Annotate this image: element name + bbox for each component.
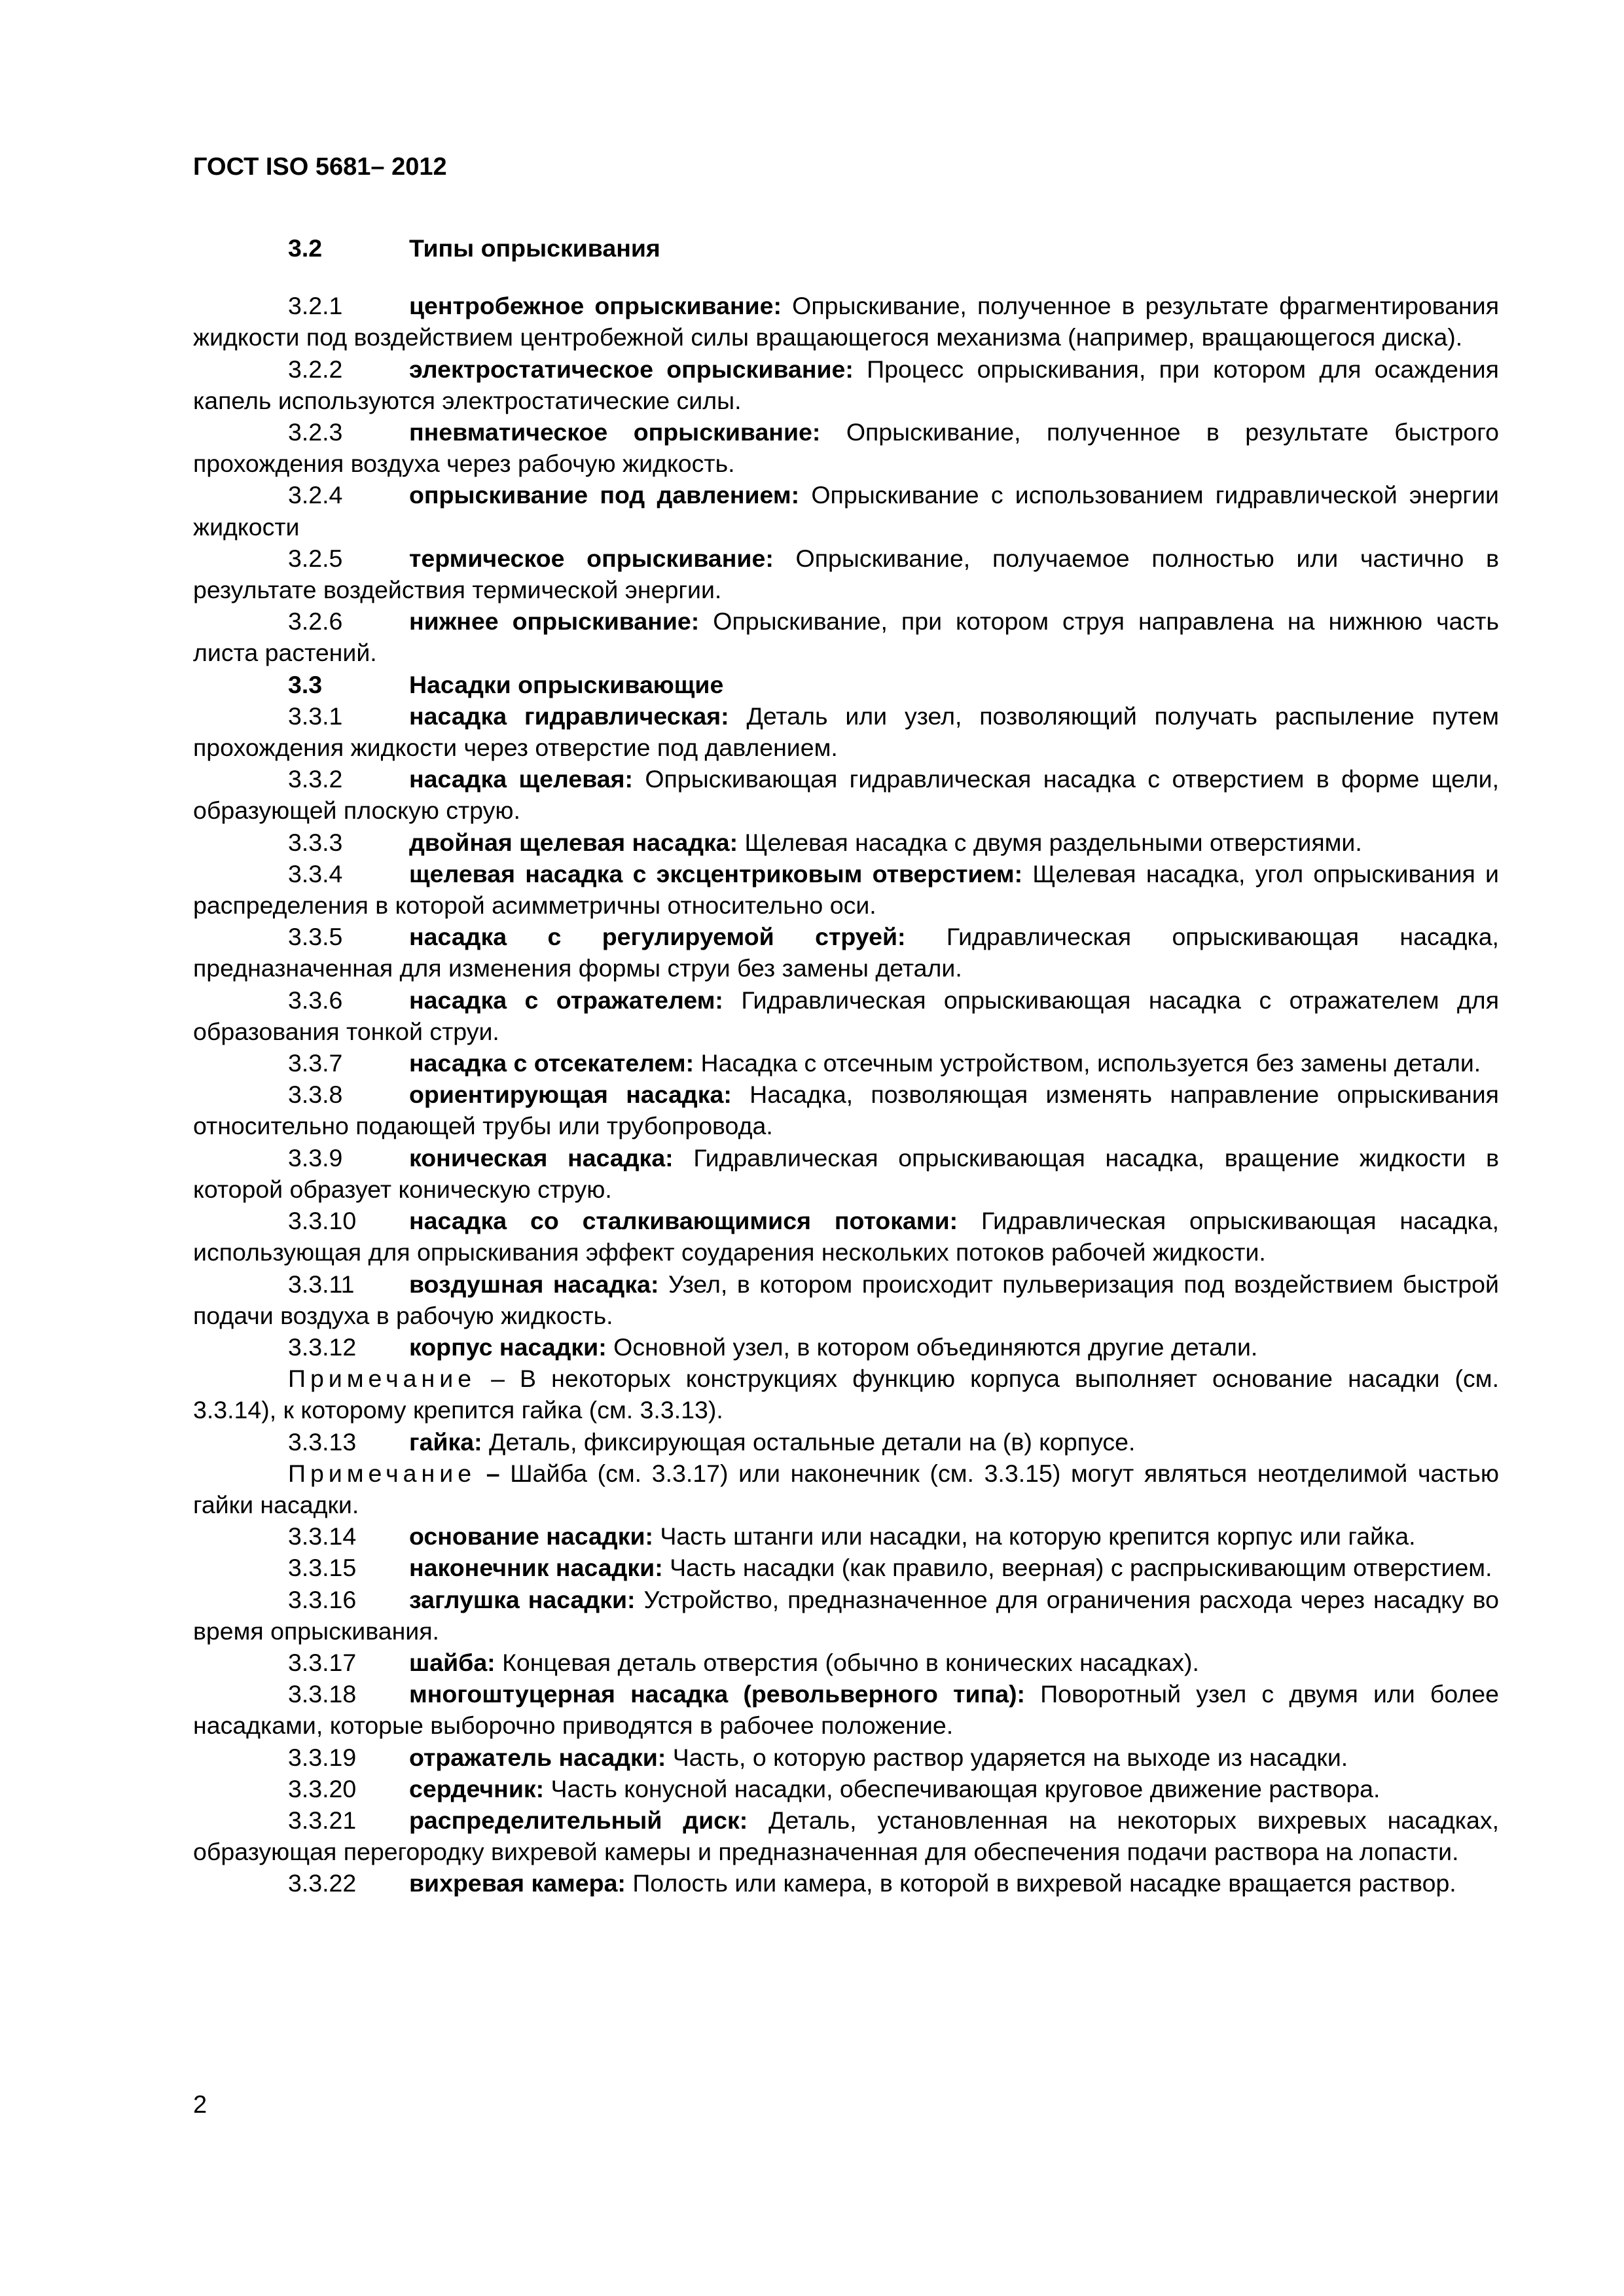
- definition-text: Гидравлическая опрыскивающая насадка, вращение жидкости в которой образует коническую струю.: [193, 1143, 1499, 1203]
- term: насадка с регулируемой струей:: [409, 923, 906, 951]
- section-heading-3-2: [193, 232, 1499, 264]
- definition-3-3-20: [193, 1773, 1499, 1804]
- definition-3-3-4: [193, 858, 1499, 921]
- term: пневматическое опрыскивание:: [409, 418, 821, 446]
- clause-number: 3.3.11: [288, 1270, 355, 1298]
- term: коническая насадка:: [409, 1143, 674, 1172]
- definition-text: Узел, в котором происходит пульверизация под воздействием быстрой подачи воздуха в рабочую жидкость.: [193, 1270, 1499, 1329]
- clause-number: 3.3.21: [288, 1806, 357, 1834]
- note-label: Примечание: [288, 1459, 477, 1487]
- definition-3-2-1: [193, 290, 1499, 353]
- clause-number: 3.3.19: [288, 1743, 357, 1771]
- term: электростатическое опрыскивание:: [409, 355, 854, 383]
- clause-number: 3.3.9: [288, 1143, 343, 1172]
- definition-text: Насадка, позволяющая изменять направление опрыскивания относительно подающей трубы или трубопровода.: [193, 1081, 1499, 1140]
- clause-number: 3.2.6: [288, 607, 343, 636]
- term: двойная щелевая насадка:: [409, 828, 738, 856]
- definition-text: Гидравлическая опрыскивающая насадка, предназначенная для изменения формы струи без замены детали.: [193, 923, 1499, 982]
- definition-text: Опрыскивающая гидравлическая насадка с отверстием в форме щели, образующей плоскую струю.: [193, 765, 1500, 825]
- definition-3-3-11: [193, 1268, 1499, 1331]
- definition-text: Устройство, предназначенное для ограничения расхода через насадку во время опрыскивания.: [193, 1585, 1499, 1645]
- definition-3-3-6: [193, 984, 1499, 1047]
- clause-number: 3.3.6: [288, 986, 343, 1014]
- definition-3-2-4: [193, 479, 1499, 542]
- section-heading-3-3: [193, 669, 1499, 700]
- term: гайка:: [409, 1427, 482, 1456]
- clause-number: 3.3.20: [288, 1774, 357, 1803]
- term: отражатель насадки:: [409, 1743, 666, 1771]
- term: щелевая насадка с эксцентриковым отверстием:: [409, 859, 1023, 888]
- clause-number: 3.3.8: [288, 1081, 343, 1109]
- definition-3-3-13: [193, 1426, 1499, 1458]
- clause-number: 3.3.13: [288, 1427, 357, 1456]
- definition-text: Опрыскивание, при котором струя направлена на нижнюю часть листа растений.: [193, 607, 1499, 667]
- definition-3-3-21: [193, 1804, 1499, 1867]
- clause-number: 3.3.2: [288, 765, 343, 793]
- page-number: 2: [193, 2091, 208, 2119]
- clause-number: 3.3.5: [288, 923, 343, 951]
- definition-3-3-19: [193, 1742, 1499, 1773]
- definition-text: Деталь, установленная на некоторых вихревых насадках, образующая перегородку вихревой камеры и предназначенная для обеспечения подачи раствора на лопасти.: [193, 1806, 1499, 1866]
- section-title: Насадки опрыскивающие: [409, 670, 724, 698]
- clause-number: 3.3.3: [288, 828, 343, 856]
- definition-3-3-1: [193, 700, 1499, 763]
- note-text: – В некоторых конструкциях функцию корпуса выполняет основание насадки (см. 3.3.14), к которому крепится гайка (см. 3.3.13).: [193, 1365, 1499, 1424]
- term: корпус насадки:: [409, 1333, 607, 1361]
- clause-number: 3.3.12: [288, 1333, 357, 1361]
- clause-number: 3.2.1: [288, 292, 343, 320]
- term: термическое опрыскивание:: [409, 544, 774, 572]
- clause-number: 3.3.1: [288, 702, 343, 730]
- term: многоштуцерная насадка (револьверного типа):: [409, 1680, 1026, 1708]
- clause-number: 3.3.16: [288, 1585, 357, 1613]
- term: насадка с отсекателем:: [409, 1049, 695, 1077]
- definition-text: Концевая деталь отверстия (обычно в конических насадках).: [495, 1648, 1199, 1676]
- section-number: 3.3: [288, 670, 323, 698]
- term: сердечник:: [409, 1774, 545, 1803]
- term: распределительный диск:: [409, 1806, 748, 1834]
- definition-3-3-10: [193, 1205, 1499, 1268]
- clause-number: 3.2.5: [288, 544, 343, 572]
- section-number: 3.2: [288, 234, 323, 262]
- term: насадка с отражателем:: [409, 986, 723, 1014]
- definition-text: Процесс опрыскивания, при котором для осаждения капель используются электростатические силы.: [193, 355, 1499, 414]
- term: наконечник насадки:: [409, 1554, 663, 1582]
- definition-3-2-5: [193, 543, 1499, 605]
- definition-text: Щелевая насадка, угол опрыскивания и распределения в которой асимметричны относительно оси.: [193, 859, 1499, 920]
- note-2: [193, 1458, 1499, 1520]
- definition-3-3-2: [193, 763, 1499, 826]
- definition-text: Деталь или узел, позволяющий получать распыление путем прохождения жидкости через отверстие под давлением.: [193, 702, 1499, 762]
- definition-text: Поворотный узел с двумя или более насадками, которые выборочно приводятся в рабочее положение.: [193, 1680, 1499, 1740]
- note-label: Примечание: [288, 1365, 477, 1393]
- definition-text: Щелевая насадка с двумя раздельными отверстиями.: [738, 828, 1362, 856]
- definition-text: Основной узел, в котором объединяются другие детали.: [606, 1333, 1258, 1361]
- term: основание насадки:: [409, 1522, 654, 1551]
- clause-number: 3.3.10: [288, 1207, 357, 1235]
- term: ориентирующая насадка:: [409, 1081, 732, 1109]
- definition-3-3-7: [193, 1047, 1499, 1079]
- definition-text: Часть насадки (как правило, веерная) с распрыскивающим отверстием.: [662, 1554, 1492, 1582]
- clause-number: 3.3.22: [288, 1869, 357, 1897]
- definition-text: Насадка с отсечным устройством, используется без замены детали.: [694, 1049, 1481, 1077]
- definition-text: Гидравлическая опрыскивающая насадка с отражателем для образования тонкой струи.: [193, 986, 1499, 1045]
- definition-text: Опрыскивание с использованием гидравлической энергии жидкости: [193, 481, 1499, 541]
- definition-text: Часть, о которую раствор ударяется на выходе из насадки.: [666, 1743, 1348, 1771]
- definition-3-2-3: [193, 416, 1499, 479]
- definition-3-3-15: [193, 1552, 1499, 1583]
- definition-3-3-22: [193, 1867, 1499, 1899]
- definition-3-3-9: [193, 1142, 1499, 1205]
- definition-text: Опрыскивание, полученное в результате фрагментирования жидкости под воздействием центробежной силы вращающегося механизма (например, вращающегося диска).: [193, 292, 1499, 351]
- clause-number: 3.2.2: [288, 355, 343, 383]
- definition-3-3-3: [193, 827, 1499, 858]
- term: воздушная насадка:: [409, 1270, 659, 1298]
- term: опрыскивание под давлением:: [409, 481, 800, 509]
- definition-text: Гидравлическая опрыскивающая насадка, использующая для опрыскивания эффект соударения нескольких потоков рабочей жидкости.: [193, 1207, 1499, 1266]
- definition-text: Опрыскивание, полученное в результате быстрого прохождения воздуха через рабочую жидкость.: [193, 418, 1499, 478]
- definition-text: Часть штанги или насадки, на которую крепится корпус или гайка.: [653, 1522, 1416, 1551]
- document-body: [193, 232, 1499, 1899]
- term: центробежное опрыскивание:: [409, 292, 782, 320]
- term: насадка щелевая:: [409, 765, 633, 793]
- definition-3-2-6: [193, 605, 1499, 668]
- definition-3-3-17: [193, 1647, 1499, 1678]
- clause-number: 3.3.4: [288, 859, 343, 888]
- term: насадка со сталкивающимися потоками:: [409, 1207, 958, 1235]
- section-title: Типы опрыскивания: [409, 234, 660, 262]
- definition-3-3-14: [193, 1520, 1499, 1552]
- definition-3-3-12: [193, 1331, 1499, 1363]
- definition-3-3-16: [193, 1584, 1499, 1647]
- term: насадка гидравлическая:: [409, 702, 729, 730]
- term: вихревая камера:: [409, 1869, 626, 1897]
- document-header: ГОСТ ISO 5681– 2012: [193, 153, 447, 181]
- note-dash: –: [476, 1459, 500, 1487]
- term: шайба:: [409, 1648, 496, 1676]
- clause-number: 3.3.17: [288, 1648, 357, 1676]
- clause-number: 3.3.14: [288, 1522, 357, 1551]
- definition-text: Деталь, фиксирующая остальные детали на (в) корпусе.: [482, 1427, 1136, 1456]
- clause-number: 3.2.3: [288, 418, 343, 446]
- definition-text: Часть конусной насадки, обеспечивающая круговое движение раствора.: [544, 1774, 1380, 1803]
- note-text: Шайба (см. 3.3.17) или наконечник (см. 3.3.15) могут являться неотделимой частью гайки насадки.: [193, 1459, 1500, 1518]
- clause-number: 3.3.7: [288, 1049, 343, 1077]
- definition-3-3-5: [193, 921, 1499, 984]
- clause-number: 3.3.18: [288, 1680, 357, 1708]
- term: нижнее опрыскивание:: [409, 607, 700, 636]
- note-1: [193, 1363, 1499, 1426]
- definition-text: Опрыскивание, получаемое полностью или частично в результате воздействия термической энергии.: [193, 544, 1499, 604]
- definition-3-3-8: [193, 1079, 1499, 1141]
- definition-3-3-18: [193, 1678, 1499, 1741]
- clause-number: 3.3.15: [288, 1554, 357, 1582]
- term: заглушка насадки:: [409, 1585, 636, 1613]
- definition-3-2-2: [193, 353, 1499, 416]
- definition-text: Полость или камера, в которой в вихревой насадке вращается раствор.: [625, 1869, 1456, 1897]
- clause-number: 3.2.4: [288, 481, 343, 509]
